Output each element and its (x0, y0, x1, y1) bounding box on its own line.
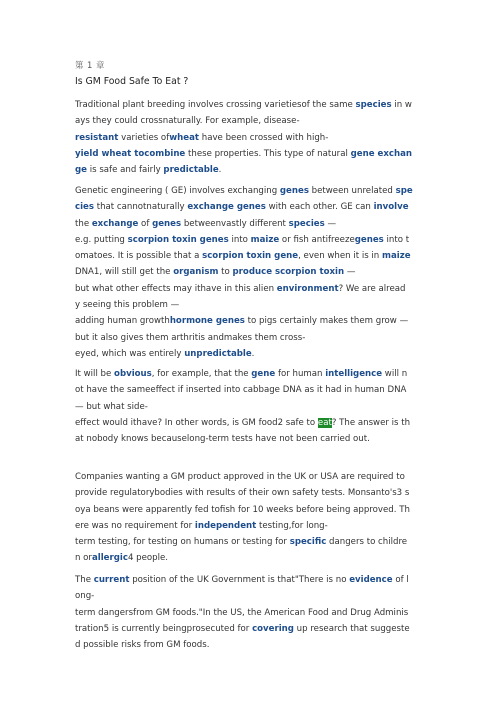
text-run: oya beans were apparently fed tofish for 10 weeks before being approved. Th (75, 504, 410, 515)
text-run: provide regulatorybodies with results of their own safety tests. Monsanto's3 s (75, 488, 410, 499)
text-run: of l (392, 575, 409, 585)
text-line (75, 330, 423, 346)
keyword-link[interactable]: wheat (169, 132, 200, 143)
text-run: testing,for long- (256, 520, 328, 531)
text-run: Genetic engineering ( GE) involves exchanging (75, 186, 280, 196)
text-line (75, 572, 423, 588)
keyword-link[interactable]: evidence (349, 575, 393, 585)
chapter-heading: 第 1 章 (75, 60, 105, 70)
text-line (75, 382, 423, 398)
keyword-link[interactable]: spe (395, 186, 413, 196)
text-run: is safe and fairly (86, 165, 164, 176)
text-run: The (75, 575, 94, 585)
text-line (75, 588, 423, 604)
text-run: up research that suggeste (293, 623, 410, 634)
keyword-link[interactable]: exchange genes (187, 202, 266, 213)
keyword-link[interactable]: unpredictable (184, 348, 252, 359)
keyword-link[interactable]: independent (194, 520, 257, 531)
text-run: d possible risks from GM foods. (75, 640, 210, 651)
paragraph (75, 366, 423, 447)
text-run: between unrelated (308, 186, 396, 196)
text-line (75, 183, 423, 199)
keyword-link[interactable]: genes (279, 186, 309, 196)
keyword-link[interactable]: combine (144, 148, 186, 159)
page-title: Is GM Food Safe To Eat ? (75, 76, 189, 87)
text-line (75, 232, 423, 248)
keyword-link[interactable]: environment (276, 283, 339, 294)
keyword-link[interactable]: genes (354, 234, 384, 245)
text-line (75, 621, 423, 637)
text-run: into t (383, 234, 410, 245)
text-run: term dangersfrom GM foods."In the US, the American Food and Drug Adminis (75, 607, 409, 618)
text-run: ? The answer is th (331, 417, 411, 428)
text-run: to pigs certainly makes them grow — (244, 316, 409, 327)
text-run: term testing, for testing on humans or testing for (75, 537, 290, 548)
paragraph (75, 183, 423, 362)
keyword-link[interactable]: ge (75, 165, 87, 176)
keyword-link[interactable]: covering (252, 623, 294, 634)
text-run: ong- (75, 591, 95, 602)
keyword-link[interactable]: specific (289, 537, 327, 548)
keyword-link[interactable]: allergic (91, 553, 128, 564)
keyword-link[interactable]: intelligence (325, 369, 383, 379)
text-run: ot have the sameeffect if inserted into cabbage DNA as it had in human DNA (75, 385, 407, 396)
text-line (75, 366, 423, 382)
text-run: at nobody knows becauselong-term tests have not been carried out. (75, 434, 370, 445)
text-line (75, 248, 423, 264)
keyword-link[interactable]: maize (382, 251, 411, 262)
keyword-link[interactable]: scorpion toxin genes (127, 234, 229, 245)
highlighted-word[interactable]: eat (317, 417, 332, 428)
text-run: varieties of (118, 132, 170, 143)
text-run: of (138, 218, 153, 229)
text-run: n or (75, 553, 92, 564)
text-run: but it also gives them arthritis andmakes them cross- (75, 332, 306, 343)
text-run: , even when it is in (298, 251, 382, 262)
text-line (75, 162, 423, 178)
text-run: betweenvastly different (181, 218, 289, 229)
text-run: — (324, 218, 337, 229)
text-run: in w (391, 100, 412, 110)
text-run: ays they could crossnaturally. For example, disease- (75, 116, 300, 127)
keyword-link[interactable]: resistant (75, 132, 119, 143)
text-line (75, 130, 423, 146)
text-run: y seeing this problem — (75, 300, 180, 311)
text-run: — (344, 267, 356, 278)
keyword-link[interactable]: produce scorpion toxin (232, 267, 345, 278)
text-run: but what other effects may ithave in this alien (75, 283, 277, 294)
text-run: . (218, 165, 222, 176)
text-run: to (218, 267, 233, 278)
text-run: eyed, which was entirely (75, 348, 185, 359)
text-run: adding human growth (75, 316, 170, 327)
keyword-link[interactable]: gene (251, 369, 276, 379)
keyword-link[interactable]: involve (373, 202, 409, 213)
keyword-link[interactable]: current (93, 575, 130, 585)
text-run: Traditional plant breeding involves crossing varietiesof the same (75, 100, 356, 110)
text-line (75, 216, 423, 232)
text-run: omatoes. It is possible that a (75, 251, 203, 262)
text-line (75, 264, 423, 280)
text-run: ? We are alread (338, 283, 406, 294)
keyword-link[interactable]: cies (75, 202, 94, 213)
text-run: , for example, that the (151, 369, 252, 379)
paragraph (75, 97, 423, 178)
text-run: have been crossed with high- (199, 132, 329, 143)
text-line (75, 313, 423, 329)
text-line (75, 534, 423, 550)
keyword-link[interactable]: organism (173, 267, 219, 278)
text-run: dangers to childre (326, 537, 408, 548)
text-run: with each other. GE can (265, 202, 374, 213)
text-line (75, 346, 423, 362)
text-run: 4 people. (127, 553, 168, 564)
keyword-link[interactable]: species (288, 218, 325, 229)
keyword-link[interactable]: exchange (91, 218, 139, 229)
text-run: will n (382, 369, 408, 379)
text-run: these properties. This type of natural (185, 148, 351, 159)
text-run: effect would ithave? In other words, is GM food2 safe to (75, 417, 318, 428)
text-run: into (228, 234, 251, 245)
text-line (75, 550, 423, 566)
text-line (75, 281, 423, 297)
text-line (75, 485, 423, 501)
keyword-link[interactable]: maize (250, 234, 280, 245)
text-run: tration5 is currently beingprosecuted for (75, 623, 253, 634)
text-line (75, 518, 423, 534)
text-line (75, 502, 423, 518)
text-run: DNA1, will still get the (75, 267, 174, 278)
text-run: that cannotnaturally (93, 202, 188, 213)
text-line (75, 415, 423, 431)
text-run: for human (275, 369, 326, 379)
text-run: or fish antifreeze (279, 234, 355, 245)
text-line (75, 113, 423, 129)
text-line (75, 431, 423, 447)
keyword-link[interactable]: species (355, 100, 392, 110)
text-run: — but what side- (75, 401, 148, 412)
text-run: the (75, 218, 92, 229)
text-run: It will be (75, 369, 115, 379)
text-run: position of the UK Government is that"There is no (129, 575, 350, 585)
keyword-link[interactable]: yield wheat to (75, 148, 145, 159)
text-line (75, 399, 423, 415)
paragraph (75, 572, 423, 653)
text-line (75, 637, 423, 653)
keyword-link[interactable]: predictable (163, 165, 219, 176)
keyword-link[interactable]: hormone genes (169, 316, 245, 327)
keyword-link[interactable]: gene exchan (350, 148, 413, 159)
keyword-link[interactable]: scorpion toxin gene (202, 251, 299, 262)
text-run: . (251, 348, 255, 359)
text-line (75, 97, 423, 113)
text-run: Companies wanting a GM product approved in the UK or USA are required to (75, 472, 405, 482)
text-line (75, 199, 423, 215)
text-line (75, 469, 423, 485)
text-line (75, 297, 423, 313)
text-run: ere was no requirement for (75, 520, 195, 531)
text-line (75, 605, 423, 621)
keyword-link[interactable]: genes (152, 218, 182, 229)
paragraph (75, 469, 423, 567)
text-run: e.g. putting (75, 234, 128, 245)
text-line (75, 146, 423, 162)
keyword-link[interactable]: obvious (114, 369, 152, 379)
